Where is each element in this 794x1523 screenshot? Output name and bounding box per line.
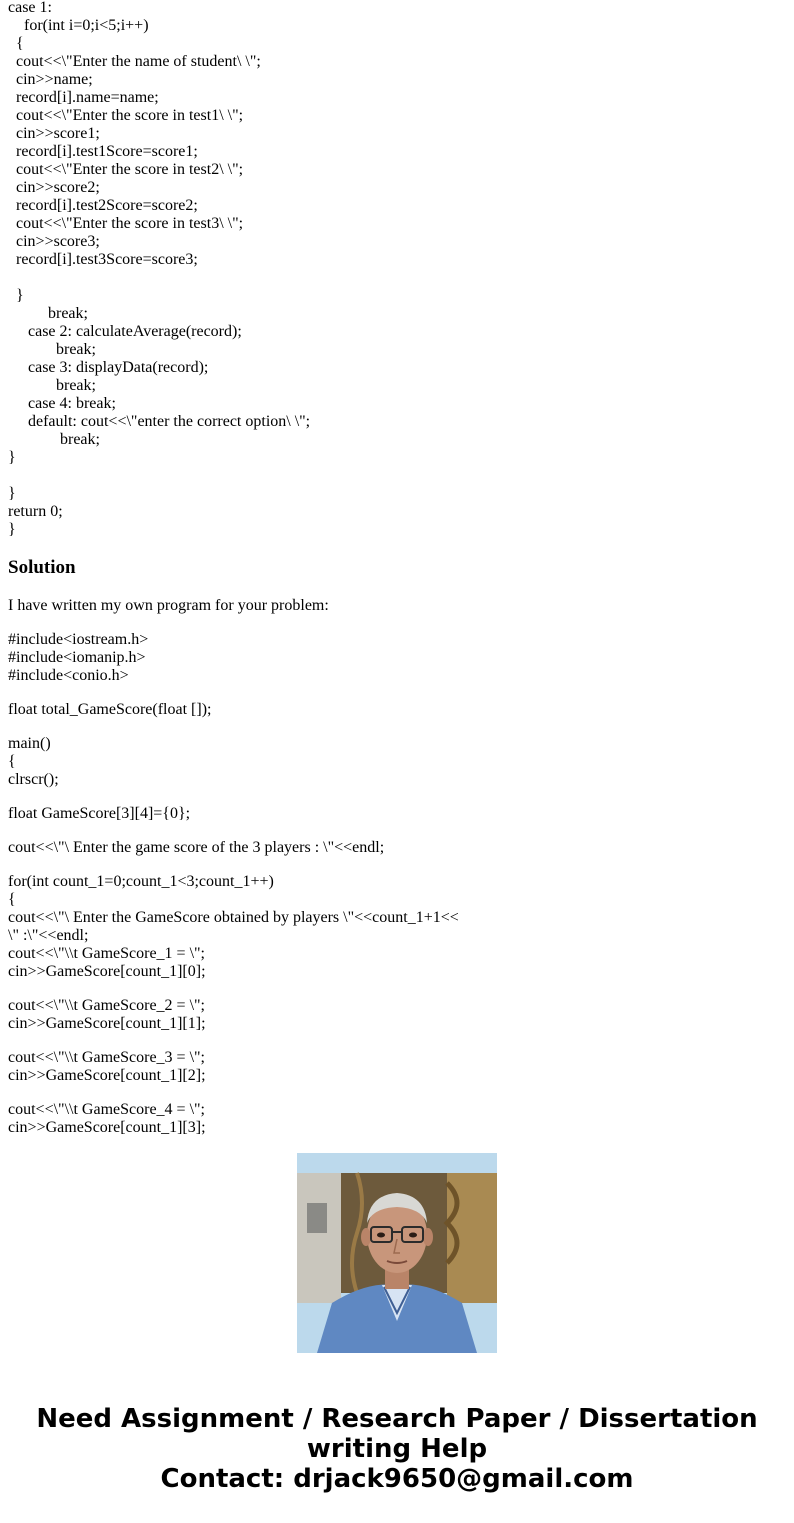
code-line: break;	[8, 305, 88, 322]
code-line: cout<<\"Enter the score in test1\ \";	[8, 107, 244, 124]
code-line: }	[8, 287, 24, 304]
code-line: cin>>GameScore[count_1][3];	[8, 1119, 206, 1136]
code-line: cout<<\"\\t GameScore_4 = \";	[8, 1101, 205, 1118]
code-line: return 0;	[8, 503, 63, 520]
code-line: {	[8, 891, 16, 908]
code-line: break;	[8, 377, 96, 394]
code-line	[8, 467, 778, 485]
code-line: cin>>name;	[8, 71, 93, 88]
code-line: cin>>GameScore[count_1][1];	[8, 1015, 206, 1032]
code-blank-line	[8, 857, 778, 873]
code-line: cout<<\"Enter the score in test2\ \";	[8, 161, 244, 178]
code-blank-line	[8, 1085, 778, 1101]
code-listing-top	[8, 0, 778, 539]
solution-intro: I have written my own program for your problem:	[8, 597, 329, 614]
code-line: cout<<\"\\t GameScore_2 = \";	[8, 997, 205, 1014]
code-line: case 3: displayData(record);	[8, 359, 209, 376]
help-banner	[0, 1404, 794, 1494]
solution-heading: Solution	[8, 557, 76, 578]
code-blank-line	[8, 789, 778, 805]
code-line: }	[8, 521, 16, 538]
code-line: clrscr();	[8, 771, 59, 788]
code-line: for(int i=0;i<5;i++)	[8, 17, 149, 34]
code-line: record[i].name=name;	[8, 89, 159, 106]
code-line: cout<<\"\\t GameScore_1 = \";	[8, 945, 205, 962]
code-line: record[i].test1Score=score1;	[8, 143, 198, 160]
code-line: break;	[8, 431, 100, 448]
code-blank-line	[8, 719, 778, 735]
code-line: case 2: calculateAverage(record);	[8, 323, 242, 340]
code-blank-line	[8, 823, 778, 839]
code-line: #include<conio.h>	[8, 667, 129, 684]
code-line: for(int count_1=0;count_1<3;count_1++)	[8, 873, 274, 890]
code-line: float GameScore[3][4]={0};	[8, 805, 191, 822]
code-line: cin>>GameScore[count_1][2];	[8, 1067, 206, 1084]
code-blank-line	[8, 685, 778, 701]
code-line: cout<<\"\ Enter the GameScore obtained by players \"<<count_1+1<<	[8, 909, 459, 926]
banner-contact: Contact: drjack9650@gmail.com	[160, 1464, 634, 1494]
code-line: break;	[8, 341, 96, 358]
code-line: cout<<\"Enter the name of student\ \";	[8, 53, 261, 70]
code-blank-line	[8, 1033, 778, 1049]
code-line: cout<<\"\\t GameScore_3 = \";	[8, 1049, 205, 1066]
code-line: cin>>score1;	[8, 125, 100, 142]
code-line: cout<<\"Enter the score in test3\ \";	[8, 215, 244, 232]
code-line: record[i].test2Score=score2;	[8, 197, 198, 214]
code-line: }	[8, 485, 16, 502]
code-blank-line	[8, 981, 778, 997]
code-line: {	[8, 753, 16, 770]
code-line: #include<iostream.h>	[8, 631, 149, 648]
code-line: \" :\"<<endl;	[8, 927, 89, 944]
code-line	[8, 269, 778, 287]
code-line: }	[8, 449, 16, 466]
banner-line-1: Need Assignment / Research Paper / Dissertation	[36, 1404, 758, 1434]
code-line: {	[8, 35, 24, 52]
code-line: cout<<\"\ Enter the game score of the 3 players : \"<<endl;	[8, 839, 385, 856]
banner-line-2: writing Help	[306, 1434, 488, 1464]
code-line: default: cout<<\"enter the correct option\ \";	[8, 413, 311, 430]
code-line: cin>>GameScore[count_1][0];	[8, 963, 206, 980]
code-line: main()	[8, 735, 51, 752]
code-line: #include<iomanip.h>	[8, 649, 146, 666]
code-line: cin>>score3;	[8, 233, 100, 250]
code-line: case 4: break;	[8, 395, 116, 412]
author-photo-icon	[297, 1153, 497, 1353]
code-line: cin>>score2;	[8, 179, 100, 196]
code-line: float total_GameScore(float []);	[8, 701, 212, 718]
author-avatar	[297, 1153, 497, 1353]
code-line: record[i].test3Score=score3;	[8, 251, 198, 268]
solution-code-listing	[8, 631, 778, 1136]
code-line: case 1:	[8, 0, 52, 16]
